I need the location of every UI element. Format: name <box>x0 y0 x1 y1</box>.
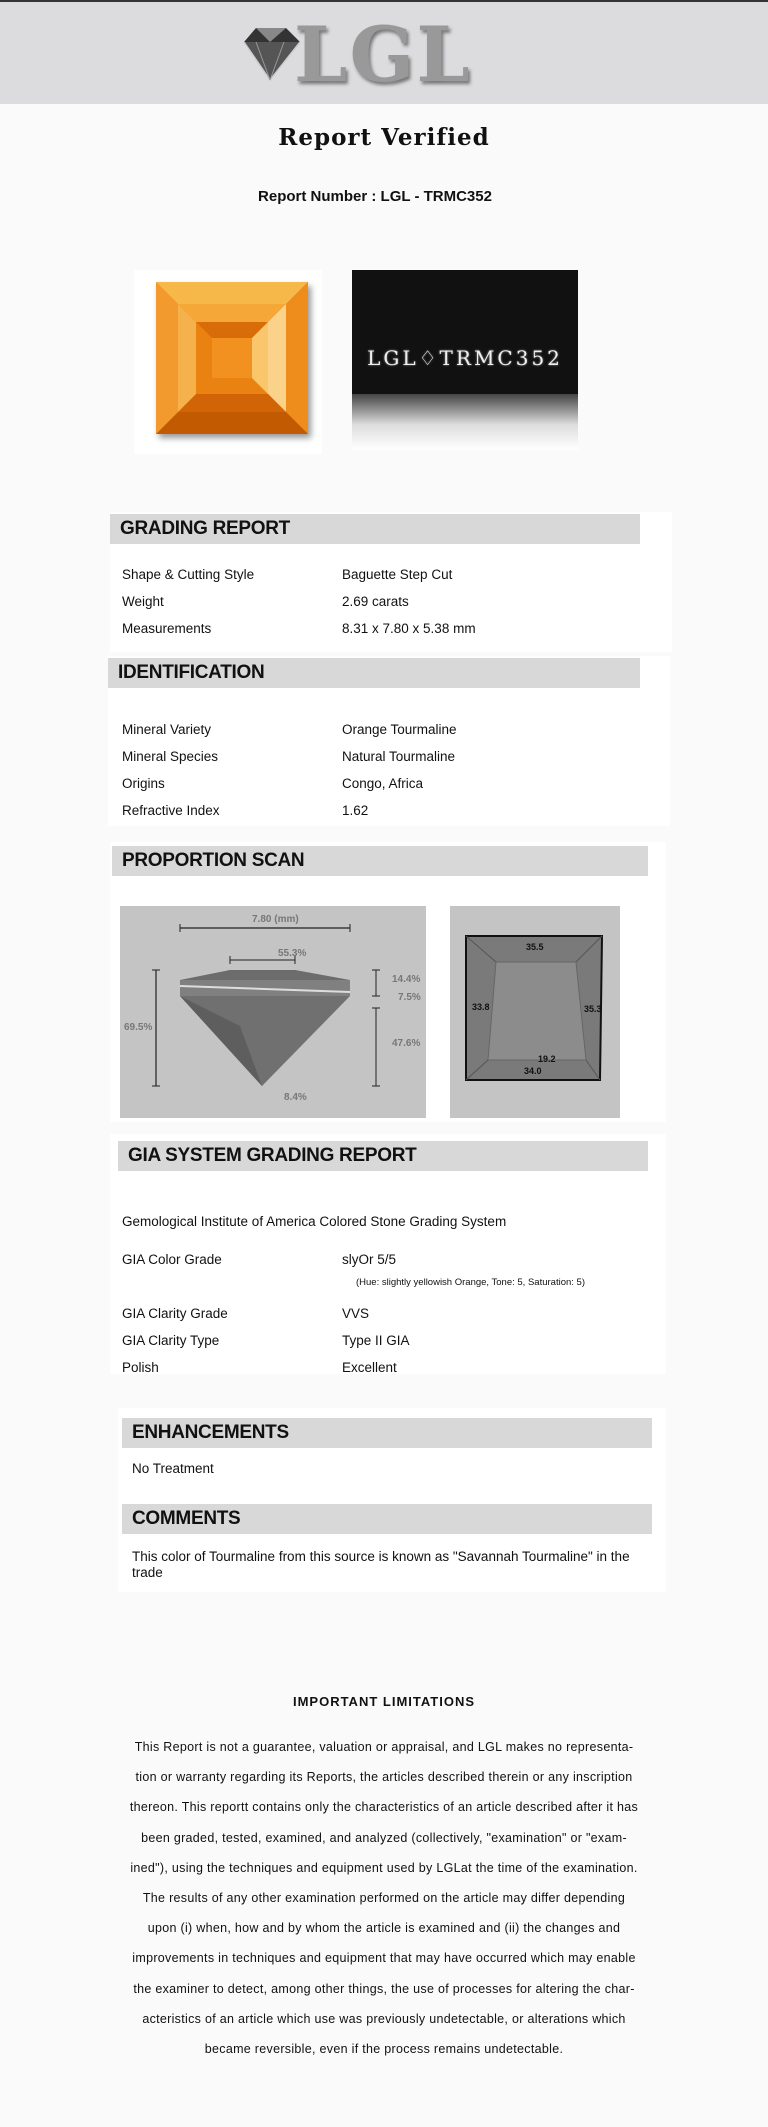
profile-culet-label: 8.4% <box>284 1092 307 1103</box>
enhancements-text: No Treatment <box>132 1461 214 1476</box>
top-bottom-label: 34.0 <box>524 1066 542 1076</box>
profile-table-label: 55.3% <box>278 948 307 959</box>
inscription-girdle-glow <box>352 394 578 450</box>
row-label: Measurements <box>122 621 212 636</box>
limitations-line: became reversible, even if the process remains undetectable. <box>204 2042 564 2057</box>
row-label: Polish <box>122 1360 159 1375</box>
limitations-line: thereon. This reportt contains only the characteristics of an article described after it has <box>129 1800 639 1815</box>
row-value: slyOr 5/5 <box>342 1252 397 1267</box>
inscription-text: LGL♢TRMC352 <box>367 346 563 370</box>
grading-report-heading: GRADING REPORT <box>110 514 640 544</box>
gemstone-image <box>156 282 308 434</box>
laser-inscription-photo <box>352 270 578 450</box>
row-label: Mineral Variety <box>122 722 212 737</box>
identification-heading: IDENTIFICATION <box>108 658 640 688</box>
row-value: Orange Tourmaline <box>342 722 457 737</box>
profile-pavilion-label: 47.6% <box>392 1038 421 1049</box>
header-banner <box>0 0 768 104</box>
limitations-line: been graded, tested, examined, and analyzed (collectively, "examination" or "exam- <box>141 1830 627 1845</box>
profile-width-label: 7.80 (mm) <box>252 914 299 925</box>
color-grade-note: (Hue: slightly yellowish Orange, Tone: 5, Saturation: 5) <box>356 1277 585 1288</box>
row-value: Excellent <box>342 1360 397 1375</box>
profile-diagram <box>120 906 426 1118</box>
limitations-line: This Report is not a guarantee, valuation or appraisal, and LGL makes no representa- <box>134 1740 634 1754</box>
limitations-line: tion or warranty regarding its Reports, the articles described therein or any inscription <box>135 1770 633 1785</box>
logo-text: LGL <box>294 10 472 99</box>
row-label: Mineral Species <box>122 749 219 764</box>
profile-girdle-label: 7.5% <box>398 992 421 1003</box>
limitations-line: acteristics of an article which use was previously undetectable, or alterations which <box>142 2011 626 2026</box>
row-value: Baguette Step Cut <box>342 567 453 582</box>
limitations-line: improvements in techniques and equipment that may have occurred which may enable <box>132 1951 636 1966</box>
page-title: Report Verified <box>278 124 490 151</box>
limitations-text <box>118 1732 650 2064</box>
row-label: Origins <box>122 776 165 791</box>
row-label: GIA Clarity Grade <box>122 1306 228 1321</box>
limitations-line: ined"), using the techniques and equipment used by LGLat the time of the examination. <box>130 1860 638 1875</box>
gemstone-photo <box>134 270 322 454</box>
comments-heading: COMMENTS <box>122 1504 652 1534</box>
profile-depth-label: 69.5% <box>124 1022 153 1033</box>
gia-system-text: Gemological Institute of America Colored Stone Grading System <box>122 1214 507 1229</box>
top-scan <box>450 906 620 1118</box>
profile-scan <box>120 906 426 1118</box>
top-top-label: 35.5 <box>526 942 544 952</box>
row-value: Congo, Africa <box>342 776 424 791</box>
top-right-label: 35.3 <box>584 1004 602 1014</box>
row-value: 2.69 carats <box>342 594 409 609</box>
top-inner-label: 19.2 <box>538 1054 556 1064</box>
row-label: Refractive Index <box>122 803 220 818</box>
row-label: Shape & Cutting Style <box>122 567 255 582</box>
row-value: VVS <box>342 1306 370 1321</box>
limitations-line: the examiner to detect, among other things, the use of processes for altering the char- <box>133 1981 635 1996</box>
row-value: Natural Tourmaline <box>342 749 456 764</box>
row-value: 8.31 x 7.80 x 5.38 mm <box>342 621 476 636</box>
profile-crown-label: 14.4% <box>392 974 421 985</box>
comments-text: This color of Tourmaline from this source is known as "Savannah Tourmaline" in the trade <box>132 1549 630 1580</box>
enhancements-heading: ENHANCEMENTS <box>122 1418 652 1448</box>
row-label: GIA Color Grade <box>122 1252 222 1267</box>
row-label: GIA Clarity Type <box>122 1333 220 1348</box>
report-number: Report Number : LGL - TRMC352 <box>258 188 492 205</box>
gia-heading: GIA SYSTEM GRADING REPORT <box>118 1141 648 1171</box>
proportion-scan-heading: PROPORTION SCAN <box>112 846 648 876</box>
top-left-label: 33.8 <box>472 1002 490 1012</box>
row-value: 1.62 <box>342 803 369 818</box>
row-label: Weight <box>122 594 164 609</box>
row-value: Type II GIA <box>342 1333 410 1348</box>
limitations-line: upon (i) when, how and by whom the article is examined and (ii) the changes and <box>147 1921 621 1936</box>
limitations-line: The results of any other examination performed on the article may differ depending <box>142 1891 626 1906</box>
limitations-heading: IMPORTANT LIMITATIONS <box>292 1694 476 1709</box>
lgl-logo[interactable] <box>232 10 492 99</box>
